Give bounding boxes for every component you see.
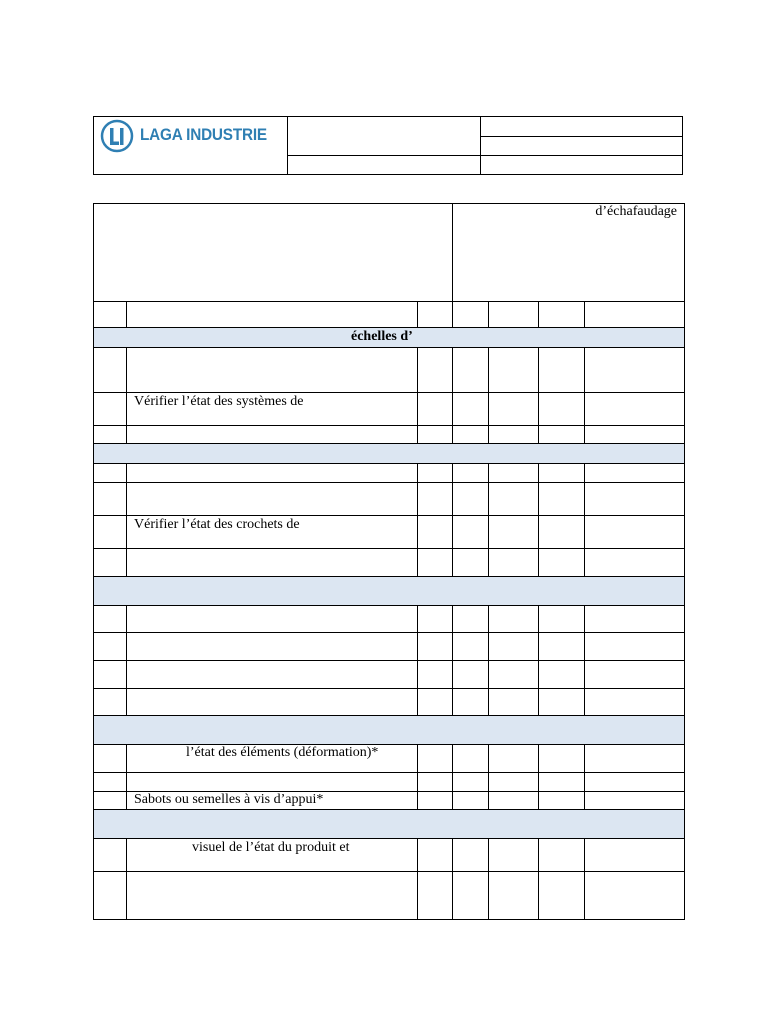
section-band xyxy=(94,810,684,838)
column-line xyxy=(488,463,489,576)
column-line xyxy=(488,744,489,809)
row-label-visuel: visuel de l’état du produit et xyxy=(192,840,350,855)
section-band xyxy=(94,577,684,605)
column-line xyxy=(452,301,453,327)
column-line xyxy=(452,347,453,443)
header-divider xyxy=(480,116,481,175)
row-line xyxy=(93,327,685,328)
column-line xyxy=(417,463,418,576)
header-divider xyxy=(287,116,288,175)
section-band xyxy=(94,444,684,463)
row-line xyxy=(93,605,685,606)
row-line xyxy=(93,548,685,549)
row-line xyxy=(93,515,685,516)
row-line xyxy=(93,482,685,483)
row-line xyxy=(93,809,685,810)
column-line xyxy=(538,347,539,443)
column-line xyxy=(488,605,489,715)
column-line xyxy=(538,301,539,327)
column-line xyxy=(417,301,418,327)
row-line xyxy=(93,632,685,633)
column-line xyxy=(584,744,585,809)
column-line xyxy=(126,301,127,327)
column-line xyxy=(584,463,585,576)
column-line xyxy=(538,744,539,809)
row-line xyxy=(93,443,685,444)
column-line xyxy=(538,605,539,715)
top-right-cell-text: d’échafaudage xyxy=(595,204,677,219)
column-line xyxy=(538,838,539,919)
row-line xyxy=(93,463,685,464)
column-line xyxy=(452,463,453,576)
column-line xyxy=(488,838,489,919)
column-line xyxy=(126,463,127,576)
column-line xyxy=(126,744,127,809)
column-line xyxy=(417,347,418,443)
column-line xyxy=(584,301,585,327)
column-line xyxy=(452,744,453,809)
row-line xyxy=(93,871,685,872)
logo-text: LAGA INDUSTRIE xyxy=(140,125,267,144)
column-line xyxy=(126,838,127,919)
column-line xyxy=(584,605,585,715)
row-line xyxy=(93,838,685,839)
table-divider xyxy=(452,203,453,301)
row-label-elements: l’état des éléments (déformation)* xyxy=(186,745,379,760)
row-line xyxy=(93,744,685,745)
column-line xyxy=(488,301,489,327)
header-divider xyxy=(287,155,683,156)
company-logo xyxy=(100,118,285,154)
section-title: échelles d’ xyxy=(351,329,413,344)
header-divider xyxy=(480,136,683,137)
column-line xyxy=(452,605,453,715)
row-label-systemes: Vérifier l’état des systèmes de xyxy=(134,394,304,409)
row-line xyxy=(93,425,685,426)
row-line xyxy=(93,772,685,773)
section-band xyxy=(94,716,684,744)
column-line xyxy=(417,605,418,715)
column-line xyxy=(417,838,418,919)
column-line xyxy=(452,838,453,919)
row-label-sabots: Sabots ou semelles à vis d’appui* xyxy=(134,792,324,807)
row-line xyxy=(93,576,685,577)
row-line xyxy=(93,347,685,348)
column-line xyxy=(126,347,127,443)
logo-mark-icon xyxy=(100,119,134,153)
row-line xyxy=(93,660,685,661)
column-line xyxy=(488,347,489,443)
row-line xyxy=(93,715,685,716)
column-line xyxy=(538,463,539,576)
row-label-crochets: Vérifier l’état des crochets de xyxy=(134,517,300,532)
column-line xyxy=(584,347,585,443)
column-line xyxy=(417,744,418,809)
row-line xyxy=(93,392,685,393)
column-line xyxy=(584,838,585,919)
column-line xyxy=(126,605,127,715)
row-line xyxy=(93,301,685,302)
row-line xyxy=(93,688,685,689)
